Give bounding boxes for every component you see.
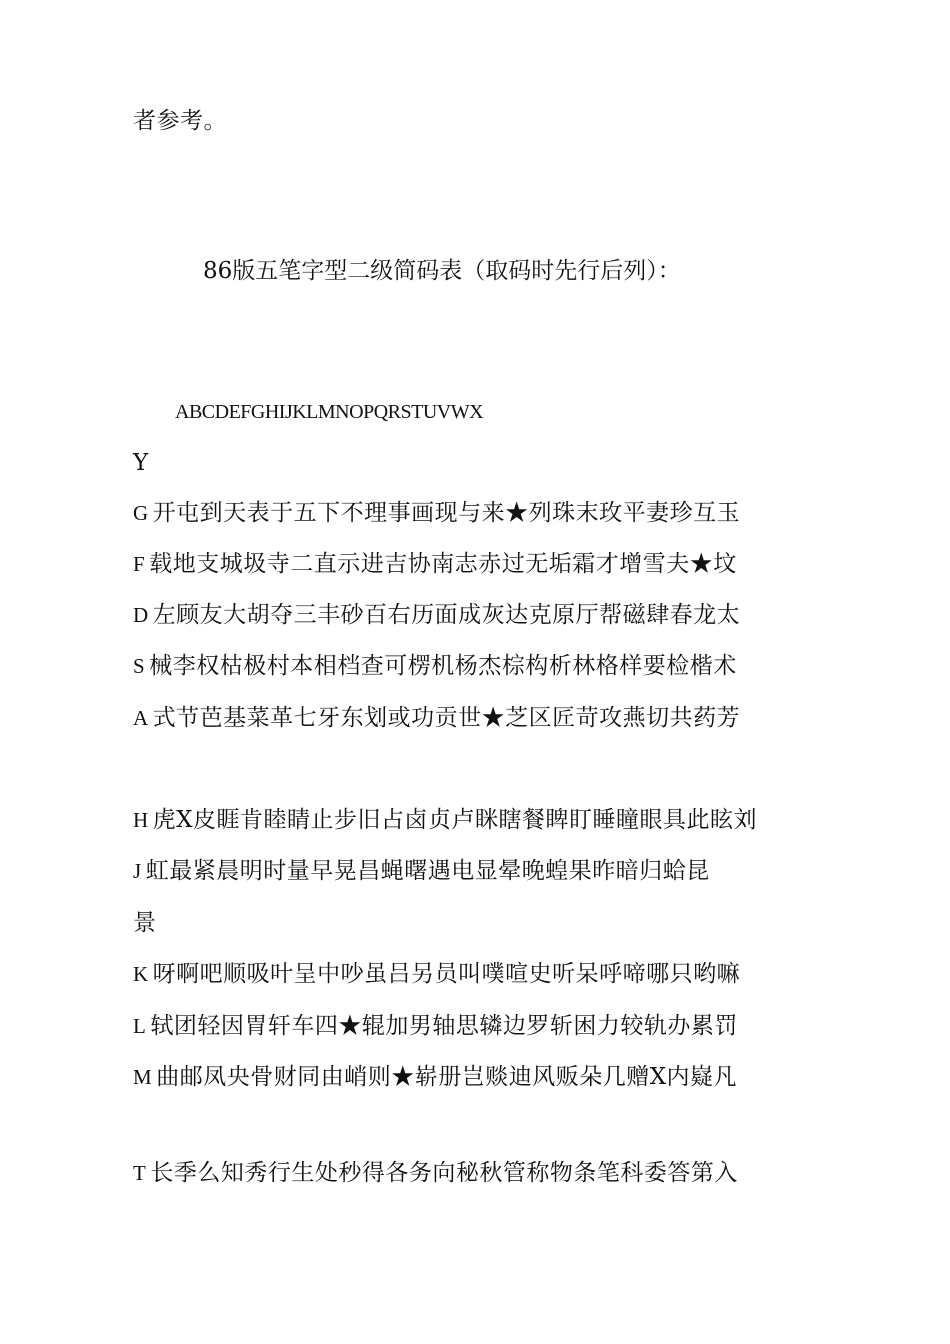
table-row-wrap	[133, 908, 157, 938]
table-row	[133, 856, 710, 886]
table-row	[133, 1062, 737, 1092]
row-chars: 虹最紧晨明时量早晃昌蝇曙遇电显晕晚蝗果昨暗归蛤昆	[145, 858, 710, 884]
row-chars: 式节芭基菜革七牙东划或功贡世★芝区匠苛攻燕切共药芳	[152, 705, 741, 731]
table-row	[133, 549, 737, 579]
table-row	[133, 703, 740, 733]
intro-tail-text: 者参考。	[133, 108, 227, 134]
table-row	[133, 1011, 738, 1041]
row-chars: 曲邮凤央骨财同由峭则★崭册岂赕迪风贩朵几赠X内嶷凡	[156, 1064, 738, 1090]
row-chars: 轼团轻因胃轩车四★辊加男轴思辚边罗斩困力较轨办累罚	[150, 1013, 738, 1039]
row-key: K	[133, 962, 149, 986]
row-chars: 长季么知秀行生处秒得各务向秘秋管称物条笔科委答第入	[150, 1160, 738, 1186]
table-row	[133, 805, 757, 835]
row-key: M	[133, 1065, 153, 1089]
row-key: S	[133, 654, 146, 678]
row-key: G	[133, 501, 149, 525]
row-chars: 呀啊吧顺吸叶呈中吵虽吕另员叫噗喧史听呆呼啼哪只哟嘛	[152, 961, 741, 987]
table-title: 86版五笔字型二级简码表（取码时先行后列）：	[203, 258, 681, 284]
table-row	[133, 600, 740, 630]
row-chars: 开屯到天表于五下不理事画现与来★列珠末玫平妻珍互玉	[152, 500, 741, 526]
row-key: F	[133, 552, 146, 576]
row-key: T	[133, 1161, 147, 1185]
row-chars: 械李权枯极村本相档查可楞机杨杰棕构析林格样要检楷术	[149, 653, 737, 679]
table-row	[133, 498, 740, 528]
row-chars: 载地支城圾寺二直示进吉协南志赤过无垢霜才增雪夫★坟	[149, 551, 737, 577]
row-key: J	[133, 859, 142, 883]
row-chars: 左顾友大胡夺三丰砂百右历面成灰达克原厅帮磁肆春龙太	[152, 602, 741, 628]
row-chars: 虎X皮睚肯睦睛止步旧占卤贞卢眯瞎餐睥盯睡瞳眼具此眩刘	[152, 807, 758, 833]
row-key: D	[133, 603, 149, 627]
table-row	[133, 1158, 738, 1188]
row-chars: 景	[133, 910, 157, 936]
row-key: A	[133, 706, 149, 730]
table-row	[133, 651, 737, 681]
alphabet-header-row: ABCDEFGHIJKLMNOPQRSTUVWX	[175, 401, 484, 423]
table-row	[133, 959, 740, 989]
row-key: L	[133, 1014, 147, 1038]
alphabet-header-wrap: Y	[133, 450, 149, 476]
row-key: H	[133, 808, 149, 832]
